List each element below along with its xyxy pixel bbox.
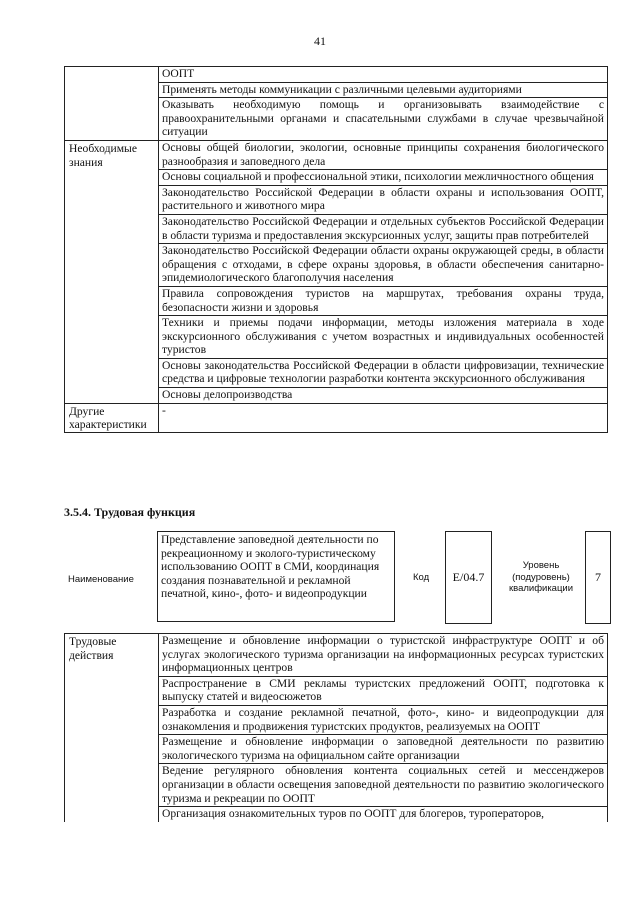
page-number: 41 [314,34,326,48]
requirements-table [64,66,608,433]
skill-cell: Оказывать необходимую помощь и организовывать взаимодействие с правоохранительными органами и спасательными службами в случае чрезвычайной ситуации [159,98,608,141]
function-name-box: Представление заповедной деятельности по рекреационному и эколого-туристическому использованию ООПТ в СМИ, координация создания познавательной и рекламной печатной, кино-, фото- и видеопродукции [157,531,395,622]
skill-cell: Применять методы коммуникации с различными целевыми аудиториями [159,82,608,98]
qualification-level-label: Уровень (подуровень) квалификации [508,560,574,594]
action-cell: Ведение регулярного обновления контента социальных сетей и мессенджеров организации в области освещения заповедной деятельности по развитию экологического туризма и рекреации по ООПТ [159,764,608,807]
table-row [65,140,608,169]
work-actions-label: Трудовые действия [65,634,159,822]
action-cell: Размещение и обновление информации о туристской инфраструктуре ООПТ и об услугах экологического туризма организации на информационных ресурсах туристских информационных центров [159,634,608,677]
action-cell: Размещение и обновление информации о заповедной деятельности по развитию экологического туризма на официальном сайте организации [159,735,608,764]
section-heading: 3.5.4. Трудовая функция [64,505,196,519]
action-cell: Организация ознакомительных туров по ООПТ для блогеров, туроператоров, [159,807,608,822]
knowledge-cell: Основы делопроизводства [159,388,608,404]
knowledge-cell: Основы общей биологии, экологии, основные принципы сохранения биологического разнообразия и заповедного дела [159,140,608,169]
table-row [65,403,608,432]
table-row [65,634,608,677]
code-box: E/04.7 [445,531,492,624]
knowledge-cell: Основы социальной и профессиональной этики, психологии межличностного общения [159,170,608,186]
action-cell: Распространение в СМИ рекламы туристских предложений ООПТ, подготовка к выпуску статей и видеосюжетов [159,676,608,705]
knowledge-cell: Правила сопровождения туристов на маршрутах, требования охраны труда, безопасности жизни и здоровья [159,286,608,315]
action-cell: Разработка и создание рекламной печатной, фото-, кино- и видеопродукции для ознакомления и продвижения туристских продуктов, реализуемых на ООПТ [159,705,608,734]
other-characteristics-cell: - [159,403,608,432]
knowledge-cell: Законодательство Российской Федерации области охраны окружающей среды, в области обращения с отходами, в сфере охраны здоровья, в области обеспечения санитарно-эпидемиологического благополучия населения [159,244,608,287]
code-label: Код [413,572,430,583]
other-characteristics-label: Другие характеристики [65,403,159,432]
qualification-level-box: 7 [585,531,611,624]
work-actions-table [64,633,608,822]
name-label: Наименование [68,574,134,585]
knowledge-cell: Техники и приемы подачи информации, методы изложения материала в ходе экскурсионного обслуживания с учетом возрастных и индивидуальных особенностей туристов [159,316,608,359]
knowledge-cell: Законодательство Российской Федерации в области охраны и использования ООПТ, растительного и животного мира [159,185,608,214]
required-knowledge-label: Необходимые знания [65,140,159,403]
knowledge-cell: Законодательство Российской Федерации и отдельных субъектов Российской Федерации в области туризма и предоставления экскурсионных услуг, защиты прав потребителей [159,214,608,243]
knowledge-cell: Основы законодательства Российской Федерации в области цифровизации, технические средства и цифровые технологии разработки контента экскурсионного обслуживания [159,358,608,387]
table-row [65,67,608,83]
row-label-empty [65,67,159,141]
skill-cell: ООПТ [159,67,608,83]
